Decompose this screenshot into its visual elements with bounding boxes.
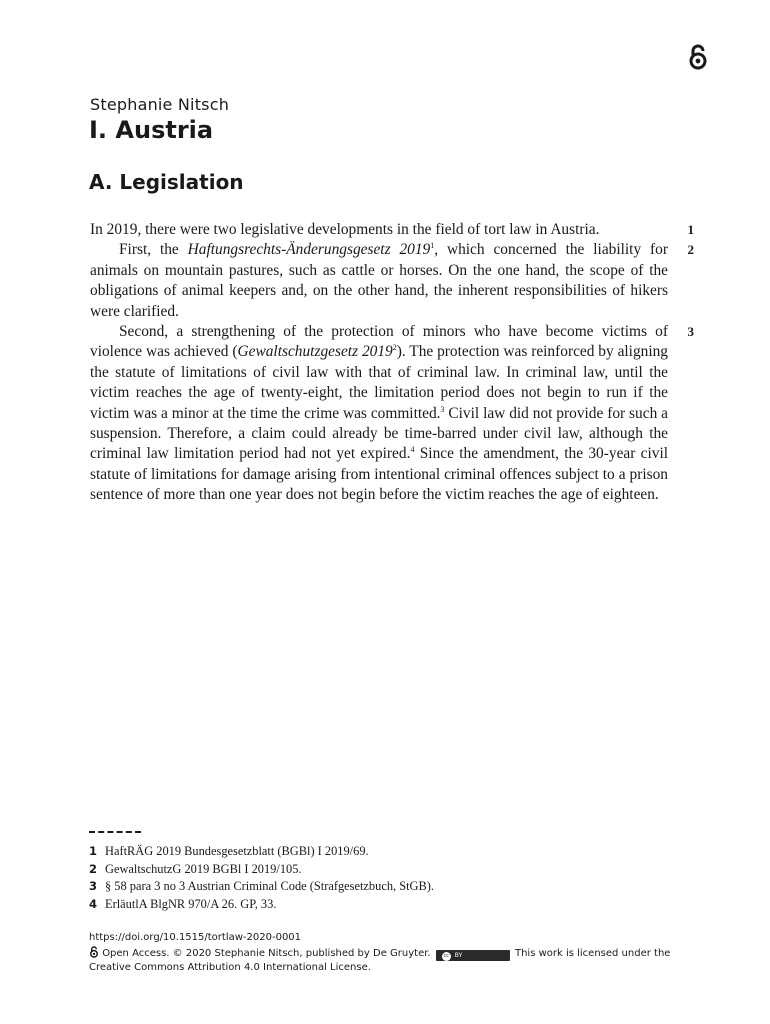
footnote-text: HaftRÄG 2019 Bundesgesetzblatt (BGBl) I 2019/69. <box>105 844 369 858</box>
chapter-title: I. Austria <box>89 116 214 144</box>
paragraph-1 <box>90 220 694 240</box>
margin-number: 2 <box>687 242 694 258</box>
section-title: A. Legislation <box>89 170 244 194</box>
paragraph-text: , which concerned the liability for animals on mountain pastures, such as cattle or horses. On the one hand, the scope of the obligations of animal keepers and, on the other hand, the inherent responsibilities of hikers were clarified. <box>90 241 668 320</box>
footnote-text: § 58 para 3 no 3 Austrian Criminal Code (Strafgesetzbuch, StGB). <box>105 879 434 894</box>
paragraph-text: Civil law did not provide for such a suspension. Therefore, a claim could already be time-barred under civil law, although the criminal law limitation period had not yet expired. <box>90 404 668 463</box>
footnote <box>89 861 434 879</box>
paragraph-text: Second, a strengthening of the protection of minors who have become victims of violence was achieved ( <box>90 323 668 361</box>
footnotes <box>89 843 434 913</box>
statute-name: Gewaltschutzgesetz 2019 <box>237 343 393 361</box>
footnote-text: GewaltschutzG 2019 BGBl I 2019/105. <box>105 861 302 876</box>
margin-number: 3 <box>687 324 694 340</box>
footnote-number: 3 <box>89 879 98 894</box>
paragraph-text: In 2019, there were two legislative developments in the field of tort law in Austria. <box>90 221 600 238</box>
footnote-ref[interactable]: 4 <box>410 445 415 455</box>
footnote <box>89 843 434 861</box>
cc-badge-label: BY <box>454 951 463 959</box>
footnote-ref[interactable]: 3 <box>440 404 445 414</box>
footnote-text: ErläutlA BlgNR 970/A 26. GP, 33. <box>105 896 277 911</box>
cc-icon: cc <box>443 952 450 959</box>
footnote-number: 1 <box>89 844 98 858</box>
statute-name: Haftungsrechts-Änderungsgesetz 2019 <box>187 241 431 259</box>
paragraph-text: ). The protection was reinforced by aligning the statute of limitations of civil law with that of criminal law. In criminal law, until the victim reaches the age of twenty-eight, the limitation period does not begin to run if the victim was a minor at the time the crime was committed. <box>90 343 669 422</box>
footnote-number: 2 <box>89 861 98 876</box>
open-access-small-icon <box>89 946 99 958</box>
paragraph-3 <box>90 322 694 506</box>
paragraph-text: Since the amendment, the 30-year civil statute of limitations for damage arising from intentional criminal offences subject to a prison sentence of more than one year does not begin before the victim reaches the age of eighteen. <box>90 445 669 504</box>
license-line <box>89 946 670 962</box>
body-text <box>90 220 694 506</box>
margin-number: 1 <box>687 222 694 237</box>
footnote <box>89 896 434 914</box>
footnote-separator <box>89 831 141 833</box>
footnote-number: 4 <box>89 896 98 911</box>
license-name[interactable]: Creative Commons Attribution 4.0 International License. <box>89 962 371 973</box>
paragraph-2 <box>90 240 694 322</box>
license-block <box>89 931 670 976</box>
open-access-text: Open Access. © 2020 Stephanie Nitsch, published by De Gruyter. <box>102 947 431 959</box>
doi-link[interactable]: https://doi.org/10.1515/tortlaw-2020-0001 <box>89 932 302 943</box>
license-statement: This work is licensed under the <box>514 947 671 959</box>
footnote <box>89 878 434 896</box>
paragraph-text: First, the <box>119 241 188 259</box>
author-name: Stephanie Nitsch <box>90 95 230 114</box>
cc-by-badge[interactable] <box>436 950 510 961</box>
footnote-ref[interactable]: 1 <box>430 241 435 251</box>
open-access-lock-icon <box>688 44 708 70</box>
footnote-ref[interactable]: 2 <box>392 343 397 353</box>
